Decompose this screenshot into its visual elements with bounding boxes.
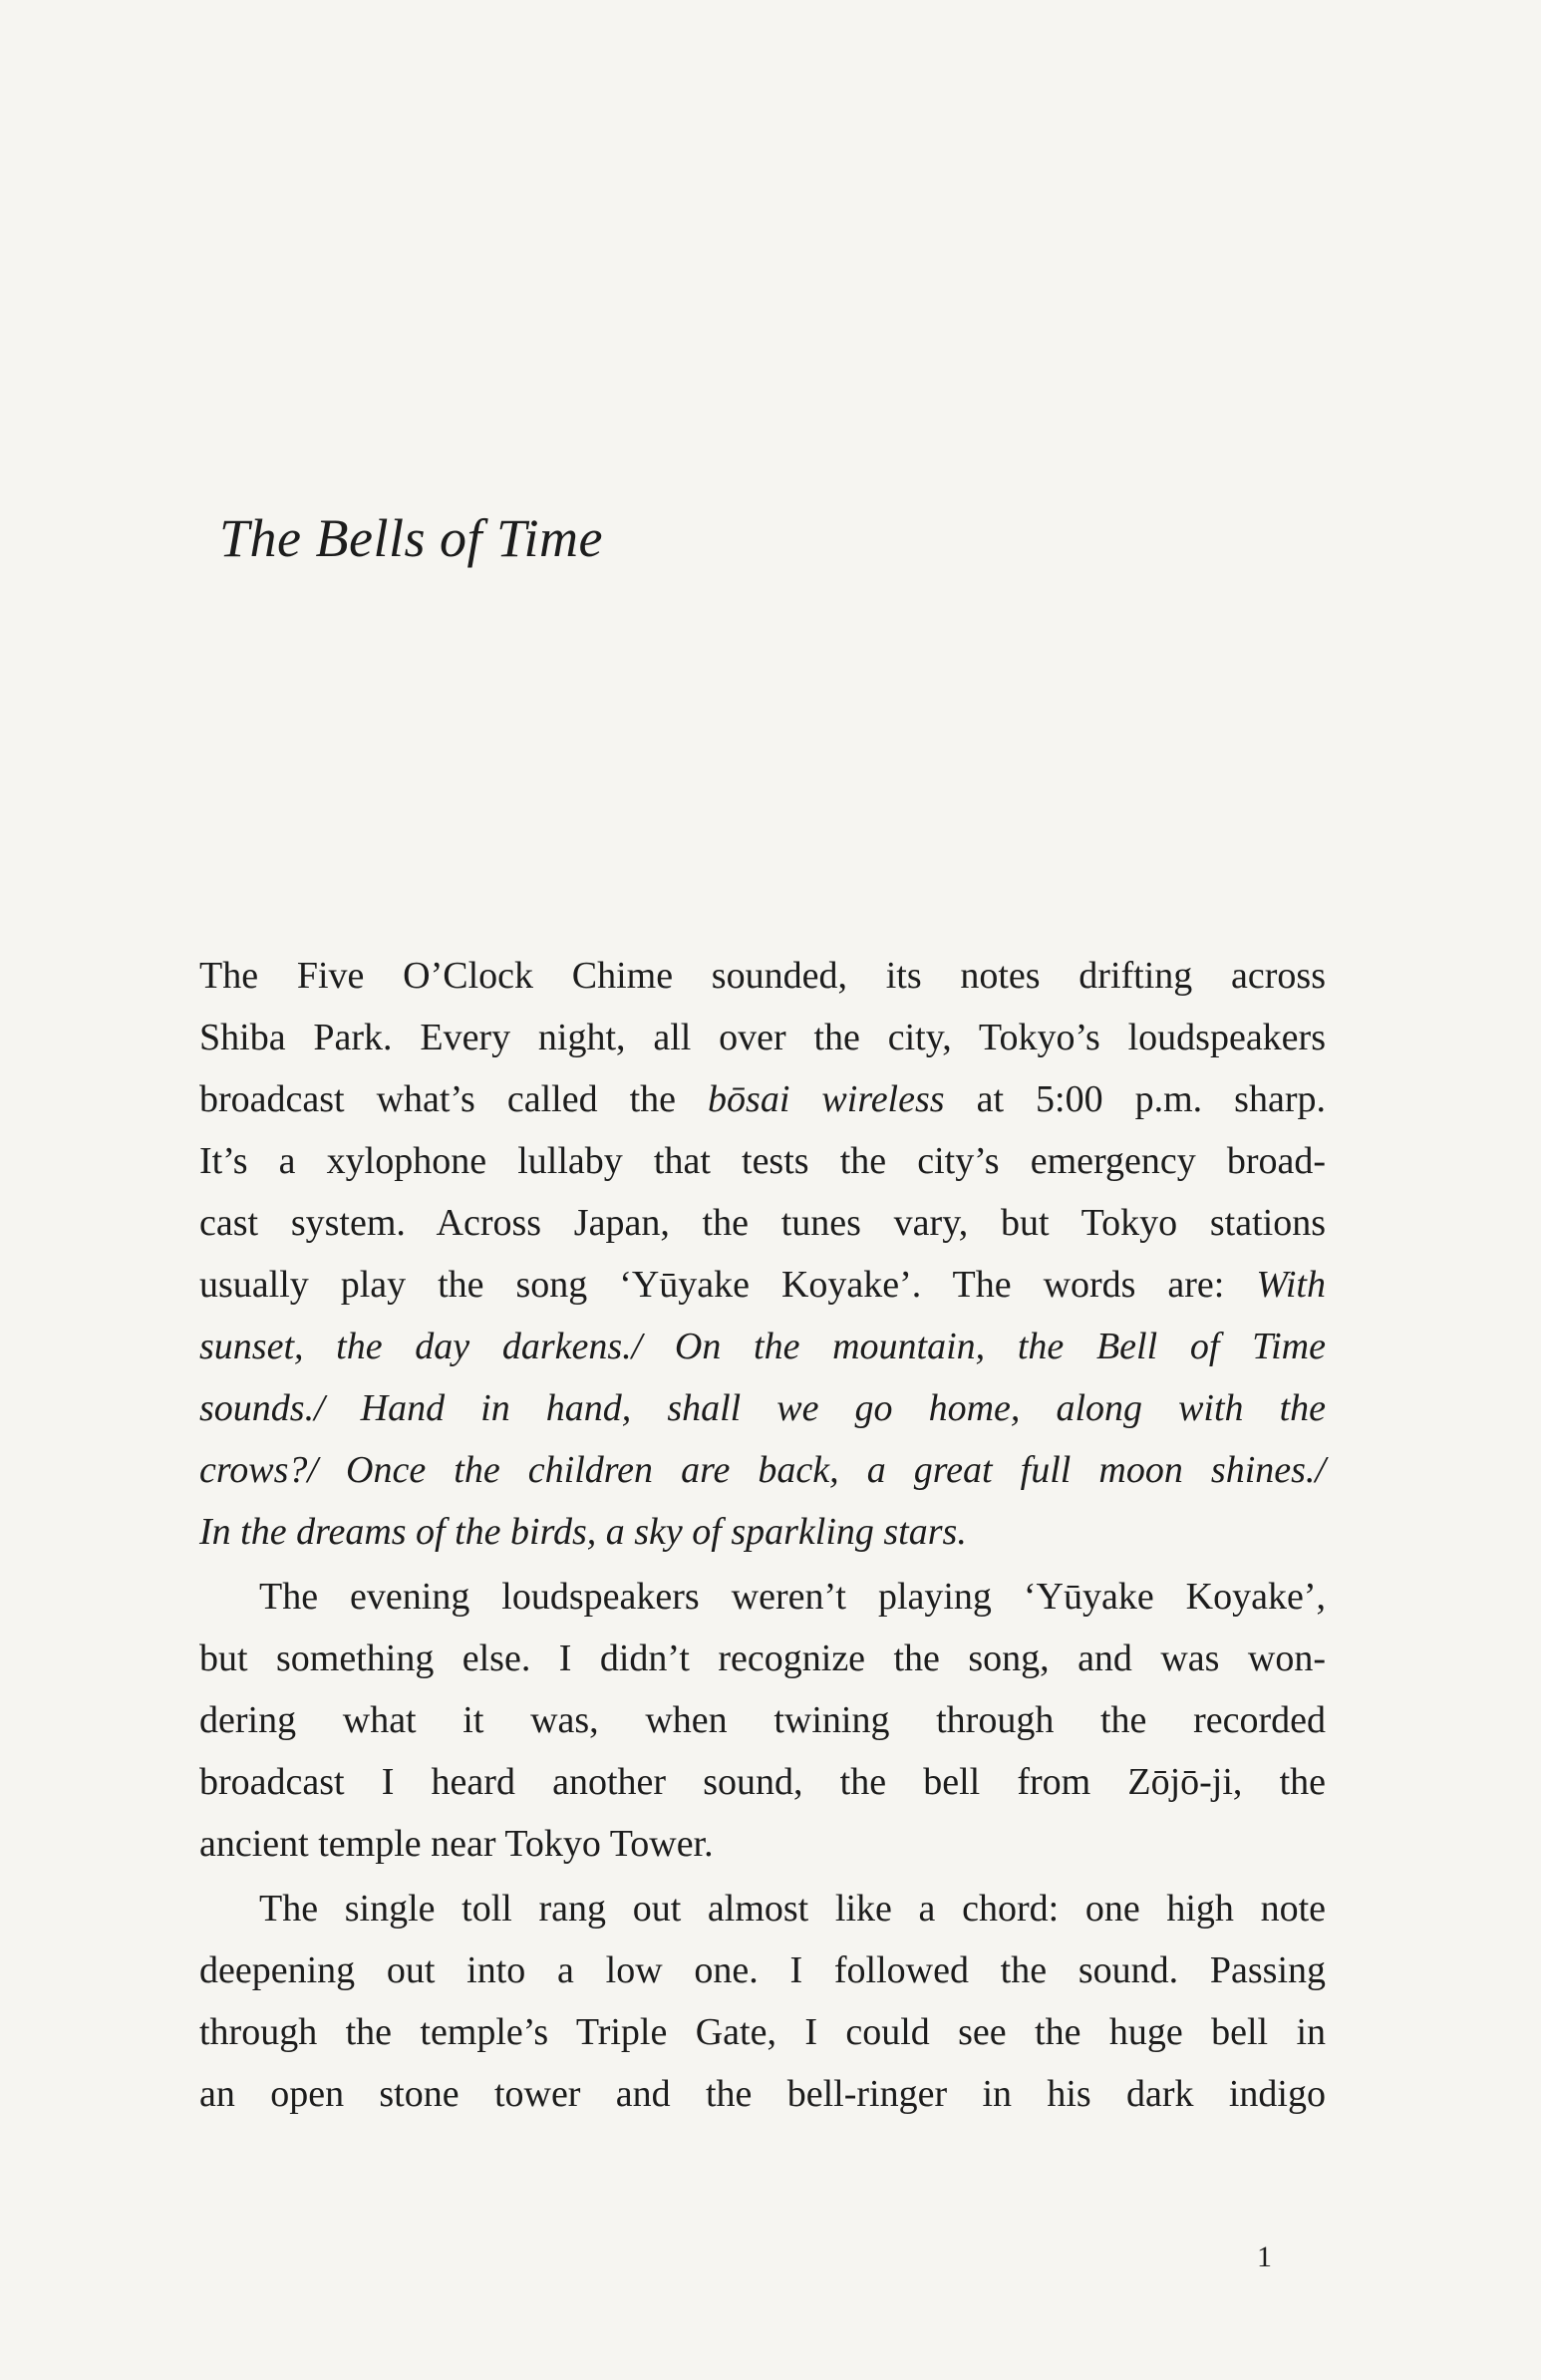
text-line: [199, 1751, 1326, 1813]
text-run: usually play the song ‘Yūyake Koyake’. The words are:: [199, 1264, 1257, 1306]
page-number: 1: [1257, 2240, 1272, 2273]
text-line: [199, 1813, 1326, 1875]
text-line: [199, 1254, 1326, 1316]
text-line: [199, 945, 1326, 1007]
paragraph: [199, 945, 1326, 1563]
text-line: [199, 1689, 1326, 1751]
italic-run: sunset, the day darkens./ On the mountain, the Bell of Time: [199, 1326, 1326, 1367]
text-line: [199, 1439, 1326, 1501]
text-run: The single toll rang out almost like a chord: one high note: [259, 1888, 1326, 1930]
text-run: but something else. I didn’t recognize the song, and was won-: [199, 1637, 1326, 1679]
text-run: It’s a xylophone lullaby that tests the city’s emergency broad-: [199, 1140, 1326, 1182]
text-run: dering what it was, when twining through the recorded: [199, 1699, 1326, 1741]
text-run: cast system. Across Japan, the tunes vary, but Tokyo stations: [199, 1202, 1326, 1244]
text-line: [199, 1316, 1326, 1377]
text-line: [199, 1878, 1326, 1939]
text-run: broadcast what’s called the: [199, 1078, 709, 1120]
text-line: [199, 2063, 1326, 2125]
text-line: [199, 1377, 1326, 1439]
text-line: [199, 1566, 1326, 1628]
text-line: [199, 1130, 1326, 1192]
text-line: [199, 1628, 1326, 1689]
text-run: an open stone tower and the bell-ringer in his dark indigo: [199, 2073, 1326, 2115]
text-run: deepening out into a low one. I followed the sound. Passing: [199, 1949, 1326, 1991]
text-run: broadcast I heard another sound, the bell from Zōjō-ji, the: [199, 1761, 1326, 1803]
text-line: [199, 2001, 1326, 2063]
paragraph: [199, 1566, 1326, 1875]
italic-run: With: [1256, 1264, 1326, 1306]
italic-run: sounds./ Hand in hand, shall we go home, along with the: [199, 1387, 1326, 1429]
italic-run: In the dreams of the birds, a sky of sparkling stars.: [199, 1511, 967, 1553]
text-line: [199, 1939, 1326, 2001]
text-run: The evening loudspeakers weren’t playing ‘Yūyake Koyake’,: [259, 1576, 1326, 1618]
text-run: through the temple’s Triple Gate, I could see the huge bell in: [199, 2011, 1326, 2053]
text-line: [199, 1068, 1326, 1130]
body-text: [199, 945, 1326, 2125]
italic-run: bōsai wireless: [708, 1078, 945, 1120]
text-line: [199, 1007, 1326, 1068]
chapter-title: The Bells of Time: [219, 508, 603, 568]
text-run: The Five O’Clock Chime sounded, its notes drifting across: [199, 955, 1326, 997]
text-run: ancient temple near Tokyo Tower.: [199, 1823, 714, 1865]
text-line: [199, 1501, 1326, 1563]
paragraph: [199, 1878, 1326, 2125]
text-run: Shiba Park. Every night, all over the city, Tokyo’s loudspeakers: [199, 1017, 1326, 1058]
text-run: at 5:00 p.m. sharp.: [944, 1078, 1326, 1120]
text-line: [199, 1192, 1326, 1254]
italic-run: crows?/ Once the children are back, a great full moon shines./: [199, 1449, 1326, 1491]
